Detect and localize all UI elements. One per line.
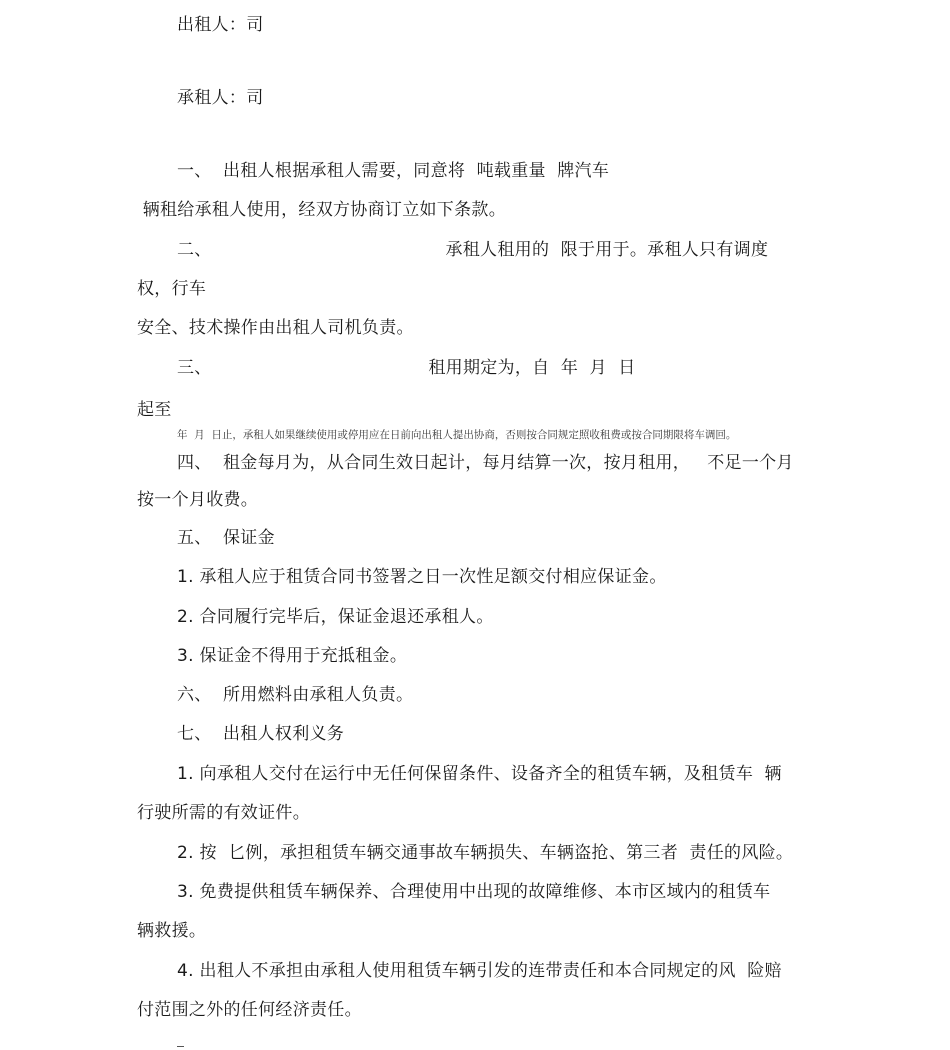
clause-2-line-2: 权，行车	[137, 279, 207, 299]
clause-2-line-1: 二、 承租人租用的 限于用于。承租人只有调度	[177, 240, 769, 260]
clause-5-item-3: 3. 保证金不得用于充抵租金。	[177, 646, 408, 666]
clause-7-item-3-line-1: 3. 免费提供租赁车辆保养、合理使用中出现的故障维修、本市区域内的租赁车	[177, 882, 771, 902]
clause-2-line-3: 安全、技术操作由出租人司机负责。	[137, 318, 414, 338]
lessee-line: 承租人：司	[177, 88, 264, 108]
page-bottom-mark	[177, 1046, 184, 1047]
clause-7-item-4-line-2: 付范围之外的任何经济责任。	[137, 1000, 362, 1020]
clause-7-item-3-line-2: 辆救援。	[137, 921, 207, 941]
clause-7-item-2: 2. 按 匕例，承担租赁车辆交通事故车辆损失、车辆盗抢、第三者 责任的风险。	[177, 843, 794, 863]
clause-6-line: 六、 所用燃料由承租人负责。	[177, 685, 414, 705]
clause-5-item-2: 2. 合同履行完毕后，保证金退还承租人。	[177, 607, 494, 627]
clause-3-line-2: 起至	[137, 400, 172, 420]
clause-1-line-1: 一、 出租人根据承租人需要，同意将 吨载重量 牌汽车	[177, 161, 610, 181]
clause-4-line-2: 按一个月收费。	[137, 490, 259, 510]
clause-7-item-1-line-1: 1. 向承租人交付在运行中无任何保留条件、设备齐全的租赁车辆，及租赁车 辆	[177, 764, 782, 784]
clause-7-item-4-line-1: 4. 出租人不承担由承租人使用租赁车辆引发的连带责任和本合同规定的风 险赔	[177, 961, 782, 981]
clause-4-line-1: 四、 租金每月为，从合同生效日起计，每月结算一次，按月租用， 不足一个月	[177, 453, 794, 473]
clause-7-heading: 七、 出租人权利义务	[177, 724, 345, 744]
clause-1-line-2: 辆租给承租人使用，经双方协商订立如下条款。	[137, 200, 507, 220]
clause-3-fine-print: 年 月 日止，承租人如果继续使用或停用应在日前向出租人提出协商，否则按合同规定照收租费或按合同期限将车调回。	[177, 429, 737, 441]
clause-3-line-1: 三、 租用期定为，自 年 月 日	[177, 358, 636, 378]
clause-5-heading: 五、 保证金	[177, 528, 275, 548]
clause-7-item-1-line-2: 行驶所需的有效证件。	[137, 803, 310, 823]
lessor-line: 出租人：司	[177, 15, 264, 35]
clause-5-item-1: 1. 承租人应于租赁合同书签署之日一次性足额交付相应保证金。	[177, 567, 667, 587]
